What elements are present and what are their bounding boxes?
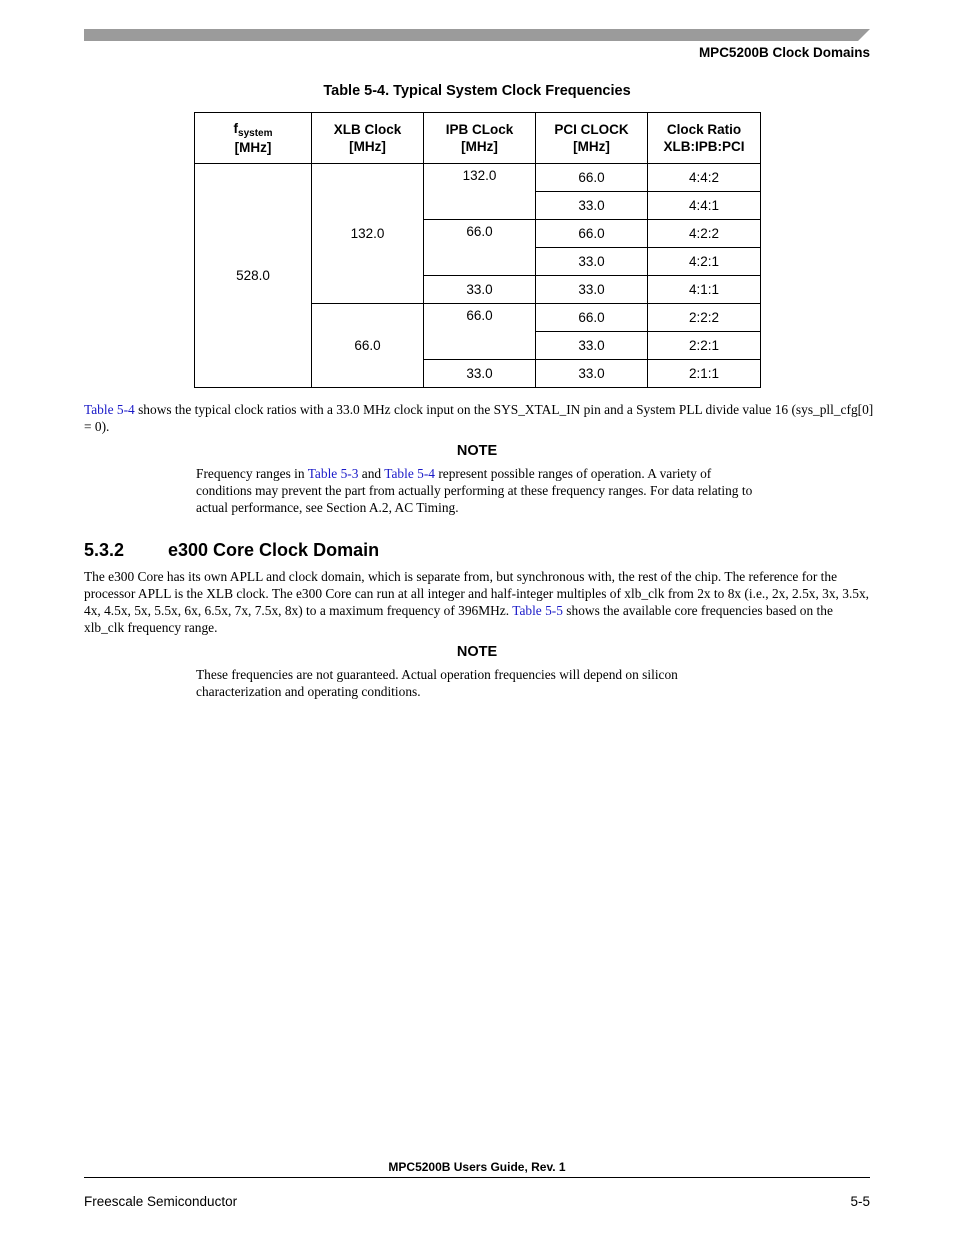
table-header-row: [195, 113, 761, 164]
cell-fsystem: 528.0: [195, 164, 312, 388]
cell-ratio: 4:2:2: [648, 220, 761, 248]
cell-pci: 33.0: [536, 332, 648, 360]
footer-rule: [84, 1177, 870, 1178]
header-xlb-clock: XLB Clock [MHz]: [312, 113, 424, 164]
cell-ipb: 132.0: [424, 164, 536, 220]
cell-ipb: 33.0: [424, 360, 536, 388]
section-paragraph: The e300 Core has its own APLL and clock domain, which is separate from, but synchronous with, the rest of the chip. The reference for the processor APLL is the XLB clock. The e300 Core can run at all integer and half-integer multiples of xlb_clk from 2x to 8x (i.e., 2x, 2.5x, 3x, 3.5x, 4x, 4.5x, 5x, 5.5x, 6x, 6.5x, 7x, 7.5x, 8x) to a maximum frequency of 396MHz. Table 5-5 shows the available core frequencies based on the xlb_clk frequency range.: [84, 569, 870, 635]
footer-doc-title: MPC5200B Users Guide, Rev. 1: [388, 1160, 566, 1174]
header-pci-clock: PCI CLOCK [MHz]: [536, 113, 648, 164]
cell-ipb: 66.0: [424, 304, 536, 360]
footer-company: Freescale Semiconductor: [84, 1194, 238, 1209]
note-title: NOTE: [456, 644, 498, 660]
cell-pci: 66.0: [536, 304, 648, 332]
note-paragraph: Frequency ranges in Table 5-3 and Table 5-4 represent possible ranges of operation. A variety of conditions may prevent the part from actually performing at these frequency ranges. For data relating to actual performance, see Section A.2, AC Timing.: [196, 466, 753, 515]
cell-ratio: 4:2:1: [648, 248, 761, 276]
table-5-4-link[interactable]: Table 5-4: [84, 402, 135, 417]
cell-pci: 33.0: [536, 248, 648, 276]
cell-xlb: 66.0: [312, 304, 424, 388]
cell-pci: 33.0: [536, 192, 648, 220]
cell-ratio: 2:1:1: [648, 360, 761, 388]
cell-ratio: 2:2:2: [648, 304, 761, 332]
cell-ratio: 4:4:1: [648, 192, 761, 220]
cell-ipb: 66.0: [424, 220, 536, 276]
header-bar: [84, 29, 870, 41]
section-number: 5.3.2: [84, 540, 125, 560]
table-5-4-link[interactable]: Table 5-4: [384, 466, 435, 481]
header-ipb-clock: IPB CLock [MHz]: [424, 113, 536, 164]
cell-ratio: 2:2:1: [648, 332, 761, 360]
intro-paragraph: Table 5-4 shows the typical clock ratios with a 33.0 MHz clock input on the SYS_XTAL_IN pin and a System PLL divide value 16 (sys_pll_cfg[0] = 0).: [84, 402, 874, 434]
header-fsystem-subscript: system: [238, 128, 273, 139]
section-heading: [84, 540, 379, 561]
note-title: NOTE: [456, 443, 498, 459]
table-caption: Table 5-4. Typical System Clock Frequencies: [323, 83, 631, 99]
cell-pci: 33.0: [536, 276, 648, 304]
clock-frequency-table: [194, 112, 761, 388]
table-5-3-link[interactable]: Table 5-3: [307, 466, 359, 481]
header-clock-ratio: Clock Ratio XLB:IPB:PCI: [648, 113, 761, 164]
footer-page-number: 5-5: [850, 1194, 870, 1209]
note-paragraph: These frequencies are not guaranteed. Actual operation frequencies will depend on silicon characterization and operating conditions.: [196, 667, 678, 699]
header-fsystem: $f_{system}$ [MHz]: [195, 113, 312, 164]
table-row: [195, 164, 761, 192]
table-5-5-link[interactable]: Table 5-5: [512, 603, 563, 618]
cell-pci: 33.0: [536, 360, 648, 388]
cell-pci: 66.0: [536, 220, 648, 248]
running-header-title: MPC5200B Clock Domains: [698, 45, 870, 60]
section-title: e300 Core Clock Domain: [168, 540, 380, 560]
cell-ratio: 4:1:1: [648, 276, 761, 304]
cell-pci: 66.0: [536, 164, 648, 192]
cell-xlb: 132.0: [312, 164, 424, 304]
cell-ratio: 4:4:2: [648, 164, 761, 192]
cell-ipb: 33.0: [424, 276, 536, 304]
